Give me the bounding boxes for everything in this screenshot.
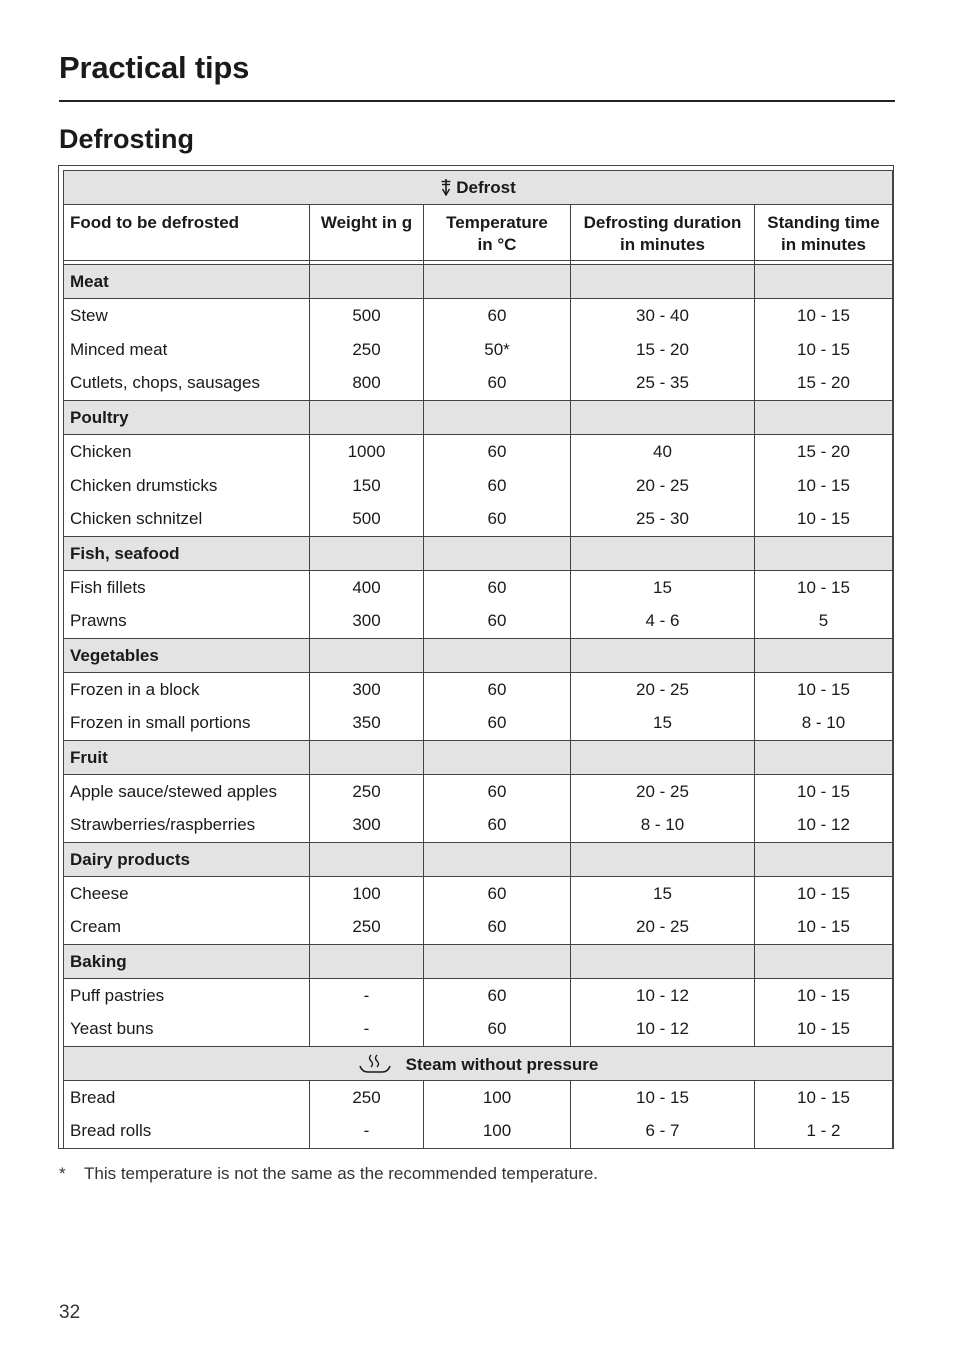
column-header-line: Food to be defrosted	[70, 213, 240, 232]
value-cell: 10 - 15	[755, 877, 893, 911]
value-cell: -	[310, 1013, 424, 1047]
value-cell: 1 - 2	[755, 1115, 893, 1149]
column-header-line: Weight in g	[320, 213, 413, 232]
category-empty-cell	[424, 401, 571, 435]
table-row	[64, 979, 893, 1013]
category-label: Poultry	[64, 401, 310, 435]
food-name-cell: Minced meat	[64, 333, 310, 367]
defrost-mode-row	[64, 171, 893, 205]
value-cell: 250	[310, 911, 424, 945]
value-cell: 10 - 15	[755, 469, 893, 503]
value-cell: 10 - 15	[571, 1081, 755, 1115]
value-cell: 10 - 12	[571, 979, 755, 1013]
category-label: Fruit	[64, 741, 310, 775]
category-empty-cell	[424, 639, 571, 673]
value-cell: 25 - 35	[571, 367, 755, 401]
value-cell: -	[310, 979, 424, 1013]
value-cell: 50*	[424, 333, 571, 367]
value-cell: 60	[424, 503, 571, 537]
table-row	[64, 775, 893, 809]
category-empty-cell	[310, 945, 424, 979]
value-cell: 300	[310, 605, 424, 639]
value-cell: 60	[424, 707, 571, 741]
value-cell: 15	[571, 877, 755, 911]
food-name-cell: Stew	[64, 299, 310, 333]
column-header-0	[64, 205, 310, 261]
category-row	[64, 265, 893, 299]
value-cell: 15	[571, 571, 755, 605]
table-row	[64, 707, 893, 741]
steam-mode-label: Steam without pressure	[405, 1055, 599, 1074]
column-header-line: Defrosting duration	[583, 213, 742, 232]
category-empty-cell	[310, 843, 424, 877]
category-empty-cell	[755, 401, 893, 435]
value-cell: 300	[310, 809, 424, 843]
value-cell: 60	[424, 979, 571, 1013]
value-cell: 10 - 15	[755, 775, 893, 809]
value-cell: 10 - 15	[755, 503, 893, 537]
category-row	[64, 741, 893, 775]
category-label: Dairy products	[64, 843, 310, 877]
column-header-3	[571, 205, 755, 261]
column-header-1	[310, 205, 424, 261]
value-cell: 10 - 15	[755, 1081, 893, 1115]
value-cell: 60	[424, 911, 571, 945]
value-cell: 30 - 40	[571, 299, 755, 333]
defrost-mode-header	[64, 171, 893, 205]
category-row	[64, 945, 893, 979]
category-label: Baking	[64, 945, 310, 979]
table-row	[64, 877, 893, 911]
value-cell: 15	[571, 707, 755, 741]
defrosting-table	[63, 170, 893, 1149]
table-row	[64, 299, 893, 333]
table-row	[64, 571, 893, 605]
food-name-cell: Yeast buns	[64, 1013, 310, 1047]
category-row	[64, 843, 893, 877]
category-empty-cell	[755, 537, 893, 571]
category-empty-cell	[310, 741, 424, 775]
category-row	[64, 537, 893, 571]
title-divider	[59, 100, 895, 102]
category-empty-cell	[571, 265, 755, 299]
category-empty-cell	[424, 843, 571, 877]
table-row	[64, 673, 893, 707]
category-empty-cell	[310, 401, 424, 435]
footnote	[59, 1164, 598, 1184]
category-empty-cell	[571, 741, 755, 775]
category-label: Fish, seafood	[64, 537, 310, 571]
food-name-cell: Cheese	[64, 877, 310, 911]
table-row	[64, 911, 893, 945]
column-header-line: in °C	[477, 235, 517, 254]
value-cell: 60	[424, 605, 571, 639]
food-name-cell: Cream	[64, 911, 310, 945]
value-cell: 60	[424, 299, 571, 333]
table-row	[64, 333, 893, 367]
value-cell: 40	[571, 435, 755, 469]
value-cell: 15 - 20	[755, 435, 893, 469]
category-empty-cell	[424, 741, 571, 775]
value-cell: 10 - 15	[755, 571, 893, 605]
value-cell: 20 - 25	[571, 911, 755, 945]
value-cell: 60	[424, 775, 571, 809]
category-empty-cell	[310, 639, 424, 673]
section-title: Defrosting	[59, 124, 194, 154]
defrosting-table-body	[64, 171, 893, 1149]
category-row	[64, 401, 893, 435]
food-name-cell: Chicken drumsticks	[64, 469, 310, 503]
category-empty-cell	[424, 945, 571, 979]
category-empty-cell	[755, 741, 893, 775]
value-cell: 60	[424, 435, 571, 469]
value-cell: 500	[310, 299, 424, 333]
category-empty-cell	[571, 639, 755, 673]
value-cell: 300	[310, 673, 424, 707]
table-row	[64, 1081, 893, 1115]
category-empty-cell	[755, 843, 893, 877]
value-cell: 10 - 15	[755, 979, 893, 1013]
category-empty-cell	[571, 843, 755, 877]
food-name-cell: Frozen in a block	[64, 673, 310, 707]
category-empty-cell	[310, 537, 424, 571]
defrost-icon	[440, 178, 452, 196]
category-empty-cell	[755, 639, 893, 673]
food-name-cell: Apple sauce/stewed apples	[64, 775, 310, 809]
value-cell: 250	[310, 775, 424, 809]
value-cell: 6 - 7	[571, 1115, 755, 1149]
value-cell: 60	[424, 367, 571, 401]
table-row	[64, 1013, 893, 1047]
value-cell: 10 - 15	[755, 911, 893, 945]
page-number: 32	[59, 1302, 81, 1323]
column-header-line: Temperature	[446, 213, 548, 232]
value-cell: 1000	[310, 435, 424, 469]
value-cell: 250	[310, 1081, 424, 1115]
category-empty-cell	[571, 945, 755, 979]
column-header-2	[424, 205, 571, 261]
value-cell: 10 - 15	[755, 1013, 893, 1047]
table-row	[64, 435, 893, 469]
value-cell: 20 - 25	[571, 469, 755, 503]
table-row	[64, 469, 893, 503]
steam-mode-header	[64, 1047, 893, 1081]
value-cell: 10 - 15	[755, 333, 893, 367]
value-cell: 60	[424, 877, 571, 911]
value-cell: 4 - 6	[571, 605, 755, 639]
category-empty-cell	[571, 401, 755, 435]
category-empty-cell	[424, 265, 571, 299]
value-cell: 500	[310, 503, 424, 537]
value-cell: 10 - 12	[755, 809, 893, 843]
value-cell: -	[310, 1115, 424, 1149]
table-row	[64, 605, 893, 639]
steam-mode-row	[64, 1047, 893, 1081]
value-cell: 100	[424, 1115, 571, 1149]
category-label: Vegetables	[64, 639, 310, 673]
value-cell: 250	[310, 333, 424, 367]
category-empty-cell	[310, 265, 424, 299]
column-header-line: in minutes	[780, 235, 866, 254]
category-label: Meat	[64, 265, 310, 299]
value-cell: 60	[424, 1013, 571, 1047]
table-row	[64, 503, 893, 537]
food-name-cell: Fish fillets	[64, 571, 310, 605]
value-cell: 400	[310, 571, 424, 605]
value-cell: 8 - 10	[571, 809, 755, 843]
value-cell: 8 - 10	[755, 707, 893, 741]
column-header-row	[64, 205, 893, 261]
value-cell: 100	[424, 1081, 571, 1115]
defrost-mode-label: Defrost	[456, 177, 516, 197]
value-cell: 20 - 25	[571, 673, 755, 707]
category-empty-cell	[755, 265, 893, 299]
food-name-cell: Frozen in small portions	[64, 707, 310, 741]
value-cell: 60	[424, 809, 571, 843]
value-cell: 60	[424, 469, 571, 503]
value-cell: 150	[310, 469, 424, 503]
footnote-mark: *	[59, 1164, 66, 1183]
food-name-cell: Cutlets, chops, sausages	[64, 367, 310, 401]
column-header-4	[755, 205, 893, 261]
value-cell: 20 - 25	[571, 775, 755, 809]
table-row	[64, 809, 893, 843]
category-empty-cell	[755, 945, 893, 979]
value-cell: 15 - 20	[571, 333, 755, 367]
food-name-cell: Puff pastries	[64, 979, 310, 1013]
value-cell: 10 - 12	[571, 1013, 755, 1047]
food-name-cell: Bread rolls	[64, 1115, 310, 1149]
footnote-text: This temperature is not the same as the recommended temperature.	[84, 1164, 599, 1183]
value-cell: 60	[424, 571, 571, 605]
value-cell: 100	[310, 877, 424, 911]
page-title: Practical tips	[59, 50, 250, 85]
food-name-cell: Prawns	[64, 605, 310, 639]
food-name-cell: Strawberries/raspberries	[64, 809, 310, 843]
value-cell: 10 - 15	[755, 673, 893, 707]
column-header-line: Standing time	[767, 213, 880, 232]
food-name-cell: Chicken	[64, 435, 310, 469]
value-cell: 10 - 15	[755, 299, 893, 333]
food-name-cell: Chicken schnitzel	[64, 503, 310, 537]
category-empty-cell	[571, 537, 755, 571]
value-cell: 15 - 20	[755, 367, 893, 401]
category-empty-cell	[424, 537, 571, 571]
value-cell: 25 - 30	[571, 503, 755, 537]
value-cell: 5	[755, 605, 893, 639]
value-cell: 800	[310, 367, 424, 401]
value-cell: 60	[424, 673, 571, 707]
category-row	[64, 639, 893, 673]
column-header-line: in minutes	[619, 235, 705, 254]
food-name-cell: Bread	[64, 1081, 310, 1115]
table-row	[64, 1115, 893, 1149]
table-row	[64, 367, 893, 401]
steam-icon	[358, 1052, 392, 1074]
value-cell: 350	[310, 707, 424, 741]
